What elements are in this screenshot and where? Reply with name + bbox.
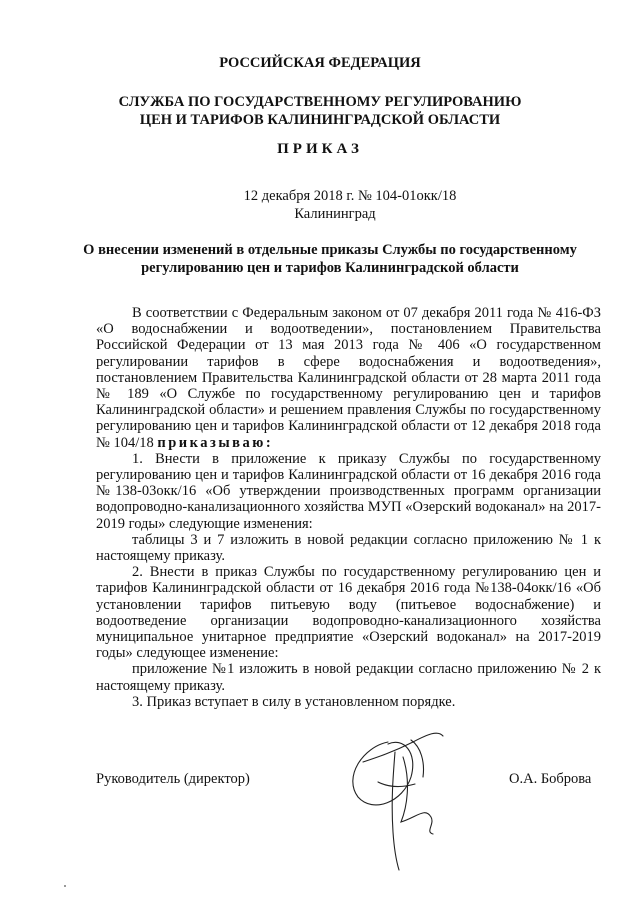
scan-speck [64, 885, 66, 887]
item-2: 2. Внести в приказ Службы по государственному регулированию цен и тарифов Калининградской области от 16 декабря 2016 года №138-04окк/16 «Об установлении тарифов питьевую воду (питьевое водоснабжение) и водоотведение организации водопроводно-канализационного хозяйства муниципальное унитарное предприятие «Озерский водоканал» на 2017-2019 годы» следующее изменение: [96, 564, 601, 662]
date-number: 12 декабря 2018 г. № 104-01окк/18 [243, 188, 457, 204]
subject-line-1: О внесении изменений в отдельные приказы Службы по государственному [83, 242, 577, 258]
signatory-role: Руководитель (директор) [96, 771, 250, 787]
item-1-sub: таблицы 3 и 7 изложить в новой редакции согласно приложению № 1 к настоящему приказу. [96, 531, 601, 565]
document-type: ПРИКАЗ [277, 141, 363, 157]
item-2-sub: приложение №1 изложить в новой редакции согласно приложению № 2 к настоящему приказу. [96, 661, 601, 694]
item-3: 3. Приказ вступает в силу в установленном порядке. [132, 693, 456, 710]
signatory-name: О.А. Боброва [509, 771, 592, 787]
preamble-paragraph [96, 305, 601, 451]
agency-line-2: ЦЕН И ТАРИФОВ КАЛИНИНГРАДСКОЙ ОБЛАСТИ [139, 112, 501, 128]
agency-heading [0, 93, 640, 129]
order-word: приказываю: [157, 434, 274, 451]
country-heading: РОССИЙСКАЯ ФЕДЕРАЦИЯ [219, 55, 421, 71]
agency-line-1: СЛУЖБА ПО ГОСУДАРСТВЕННОМУ РЕГУЛИРОВАНИЮ [118, 94, 522, 110]
city: Калининград [294, 206, 376, 222]
date-block [0, 187, 640, 223]
handwritten-signature [333, 722, 473, 872]
preamble-text: В соответствии с Федеральным законом от 07 декабря 2011 года № 416-ФЗ «О водоснабжении и водоотведении», постановлением Правительства Российской Федерации от 13 мая 2013 года № 406 «О государственном регулировании тарифов в сфере водоснабжения и водоотведения», постановлением Правительства Калининградской области от 28 марта 2011 года № 189 «О Службе по государственному регулированию цен и тарифов Калининградской области» и решением правления Службы по государственному регулированию цен и тарифов Калининградской области от 12 декабря 2018 года № 104/18 [96, 305, 601, 451]
order-subject [60, 241, 600, 277]
order-body [96, 305, 601, 710]
item-1: 1. Внести в приложение к приказу Службы по государственному регулированию цен и тарифов Калининградской области от 16 декабря 2016 года №138-03окк/16 «Об утверждении производственных программ организации водопроводно-канализационного хозяйства МУП «Озерский водоканал» на 2017-2019 годы» следующие изменения: [96, 450, 601, 532]
subject-line-2: регулированию цен и тарифов Калининградской области [141, 260, 519, 276]
